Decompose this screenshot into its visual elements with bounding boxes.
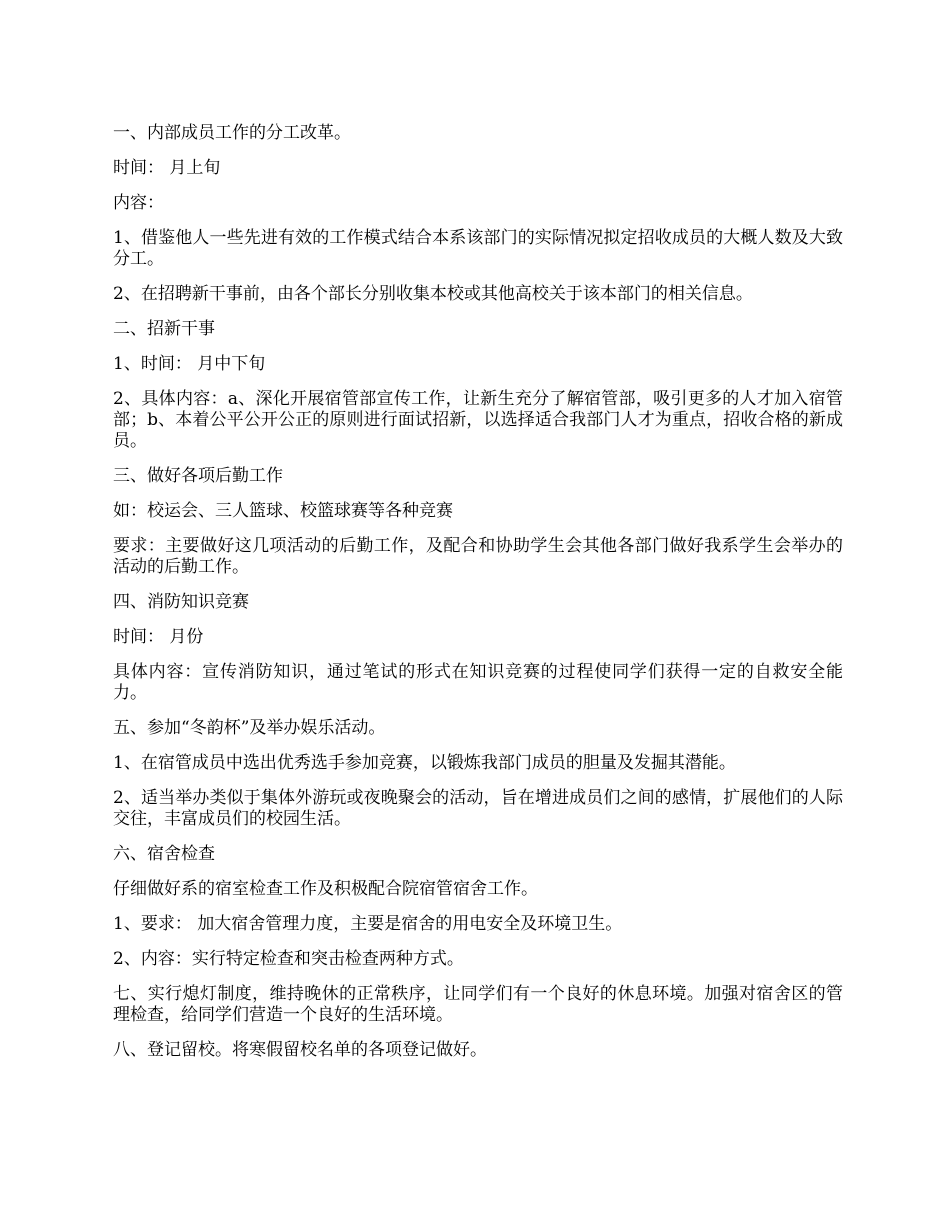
paragraph-item: 2、具体内容：a、深化开展宿管部宣传工作，让新生充分了解宿管部，吸引更多的人才加入宿管部；b、本着公平公开公正的原则进行面试招新，以选择适合我部门人才为重点，招收合格的新成员。	[113, 389, 843, 451]
paragraph-item: 1、借鉴他人一些先进有效的工作模式结合本系该部门的实际情况拟定招收成员的大概人数及大致分工。	[113, 228, 843, 269]
paragraph-time: 时间： 月份	[113, 627, 204, 647]
paragraph-item: 如：校运会、三人篮球、校篮球赛等各种竞赛	[113, 501, 453, 521]
section-heading-2: 二、招新干事	[113, 319, 215, 339]
section-heading-6: 六、宿舍检查	[113, 844, 215, 864]
document-body	[113, 123, 843, 1075]
paragraph-item: 1、要求： 加大宿舍管理力度，主要是宿舍的用电安全及环境卫生。	[113, 914, 623, 934]
paragraph-item: 2、适当举办类似于集体外游玩或夜晚聚会的活动，旨在增进成员们之间的感情，扩展他们的人际交往，丰富成员们的校园生活。	[113, 788, 843, 829]
paragraph-item: 2、内容：实行特定检查和突击检查两种方式。	[113, 949, 464, 969]
paragraph-time: 时间： 月上旬	[113, 158, 221, 178]
section-heading-4: 四、消防知识竞赛	[113, 592, 249, 612]
section-heading-5: 五、参加“冬韵杯”及举办娱乐活动。	[113, 718, 386, 738]
section-heading-8: 八、登记留校。将寒假留校名单的各项登记做好。	[113, 1040, 487, 1060]
section-heading-7: 七、实行熄灯制度，维持晚休的正常秩序，让同学们有一个良好的休息环境。加强对宿舍区的管理检查，给同学们营造一个良好的生活环境。	[113, 984, 843, 1025]
paragraph-item: 仔细做好系的宿室检查工作及积极配合院宿管宿舍工作。	[113, 879, 538, 899]
paragraph-item: 1、时间： 月中下旬	[113, 354, 266, 374]
paragraph-content-label: 内容：	[113, 193, 164, 213]
section-heading-3: 三、做好各项后勤工作	[113, 466, 283, 486]
paragraph-item: 具体内容：宣传消防知识，通过笔试的形式在知识竞赛的过程使同学们获得一定的自救安全能力。	[113, 662, 843, 703]
paragraph-item: 2、在招聘新干事前，由各个部长分别收集本校或其他高校关于该本部门的相关信息。	[113, 284, 753, 304]
paragraph-item: 1、在宿管成员中选出优秀选手参加竞赛，以锻炼我部门成员的胆量及发掘其潜能。	[113, 753, 736, 773]
section-heading-1: 一、内部成员工作的分工改革。	[113, 123, 351, 143]
paragraph-item: 要求：主要做好这几项活动的后勤工作，及配合和协助学生会其他各部门做好我系学生会举办的活动的后勤工作。	[113, 536, 843, 577]
